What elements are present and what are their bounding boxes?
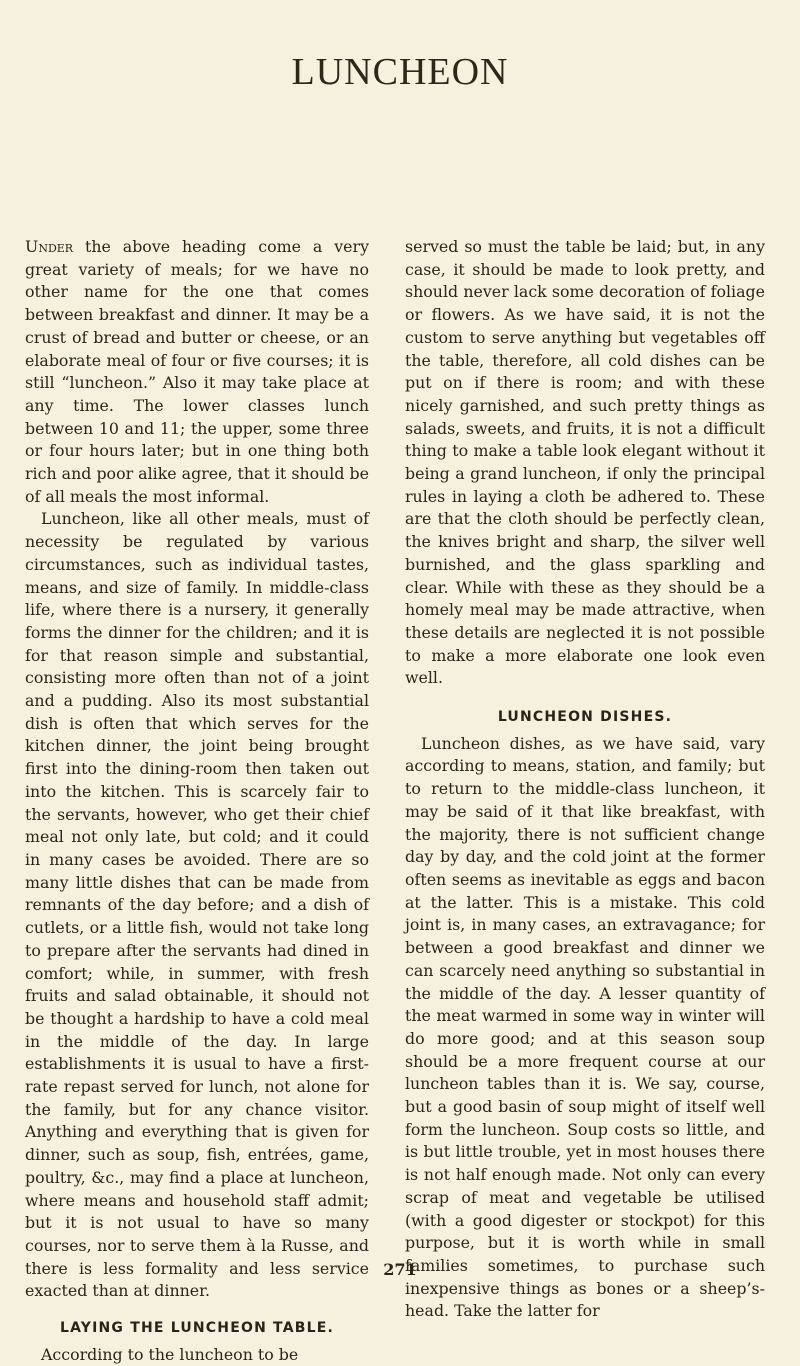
page-number: 271	[383, 1260, 417, 1279]
section-heading-dishes: LUNCHEON DISHES.	[497, 709, 673, 726]
left-paragraph-2: Luncheon, like all other meals, must of necessity be regulated by various circumstances, such as individual tastes, means, and size of family. In middle-class life, where there is a nursery, it generally forms the dinner for the children; and it is for that reason simple and substantial, consisting more often than not of a joint and a pudding. Also its most substantial dish is often that which serves for the kitchen dinner, the joint being brought first into the dining-room then taken out into the kitchen. This is scarcely fair to the servants, however, who get their chief meal not only late, but cold; and it could in many cases be avoided. There are so many little dishes that can be made from remnants of the day before; and a dish of cutlets, or a little fish, would not take long to prepare after the servants had dined in comfort; while, in summer, with fresh fruits and salad obtainable, it should not be thought a hardship to have a cold meal in the middle of the day. In large establishments it is usual to have a first-rate repast served for lunch, not alone for the family, but for any chance visitor. Anything and everything that is given for dinner, such as soup, fish, entrées, game, poultry, &c., may find a place at luncheon, where means and household staff admit; but it is not usual to have so many courses, nor to serve them à la Russe, and there is less formality and less service exacted than at dinner.	[25, 509, 369, 1301]
drop-lead-word: Under	[25, 237, 74, 256]
right-column	[405, 236, 765, 1323]
section-heading-laying: LAYING THE LUNCHEON TABLE.	[59, 1320, 335, 1337]
page-title: LUNCHEON	[291, 51, 509, 93]
right-paragraph-2: Luncheon dishes, as we have said, vary according to means, station, and family; but to return to the middle-class luncheon, it may be said of it that like breakfast, with the majority, there is not sufficient change day by day, and the cold joint at the former often seems as inevitable as eggs and bacon at the latter. This is a mistake. This cold joint is, in many cases, an extravagance; for between a good breakfast and dinner we can scarcely need anything so substantial in the middle of the day. A lesser quantity of the meat warmed in some way in winter will do more good; and at this season soup should be a more frequent course at our luncheon tables than it is. We say, course, but a good basin of soup might of itself well form the luncheon. Soup costs so little, and is but little trouble, yet in most houses there is not half enough made. Not only can every scrap of meat and vegetable be utilised (with a good digester or stockpot) for this purpose, but it is worth while in small families sometimes, to purchase such inexpensive things as bones or a sheep’s-head. Take the latter for	[405, 733, 765, 1321]
right-paragraph-1: served so must the table be laid; but, in any case, it should be made to look pretty, and should never lack some decoration of foliage or flowers. As we have said, it is not the custom to serve anything but vegetables off the table, therefore, all cold dishes can be put on if there is room; and with these nicely garnished, and such pretty things as salads, sweets, and fruits, it is not a difficult thing to make a table look elegant without it being a grand luncheon, if only the principal rules in laying a cloth be adhered to. These are that the cloth should be perfectly clean, the knives bright and sharp, the silver well burnished, and the glass sparkling and clear. While with these as they should be a homely meal may be made attractive, when these details are neglected it is not possible to make a more elaborate one look even well.	[405, 237, 765, 688]
left-paragraph-3: According to the luncheon to be	[41, 1344, 299, 1364]
left-paragraph-1-text: the above heading come a very great variety of meals; for we have no other name for the one that comes between breakfast and dinner. It may be a crust of bread and butter or cheese, or an elaborate meal of four or five courses; it is still “luncheon.” Also it may take place at any time. The lower classes lunch between 10 and 11; the upper, some three or four hours later; but in one thing both rich and poor alike agree, that it should be of all meals the most informal.	[25, 237, 369, 506]
left-paragraph-1	[25, 236, 369, 508]
left-column	[25, 236, 369, 1366]
